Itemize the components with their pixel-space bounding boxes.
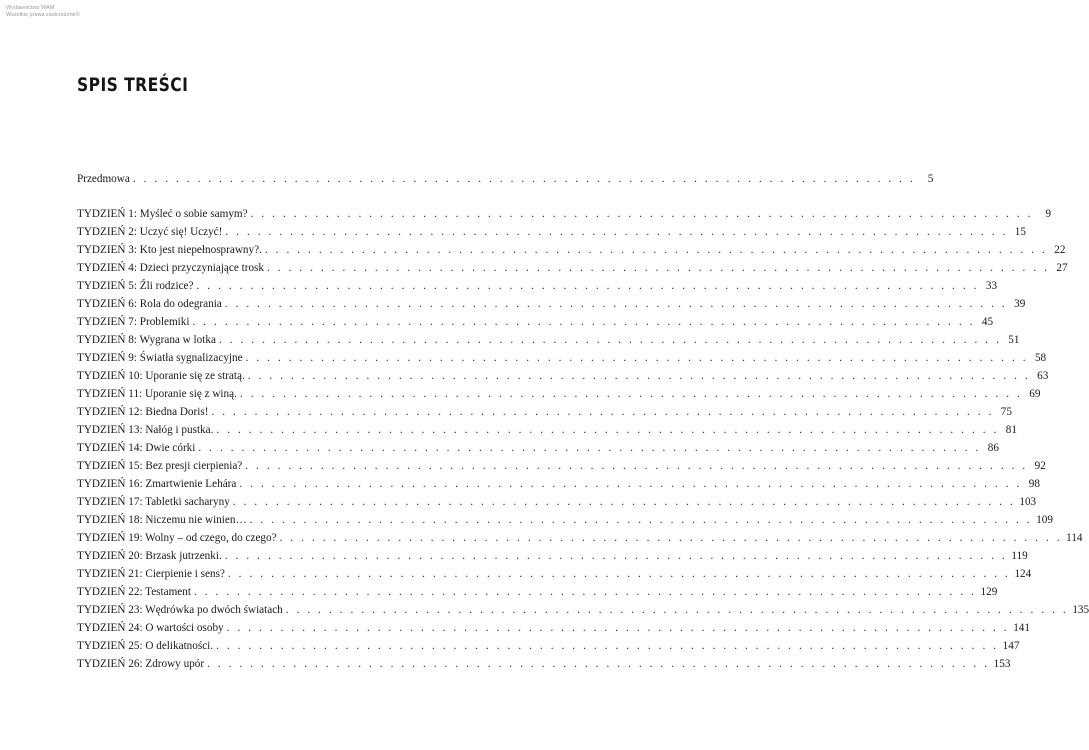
dot-leader: . . . . . . . . . . . . . . . . . . . . . . . . . . . . . . . . . . . . . . . . . . . . . . . . . . . . . . . . . . . . . . . . . . . . . . . . . (192, 316, 976, 328)
toc-entry-page-number: 15 (1014, 226, 1026, 238)
dot-leader: . . . . . . . . . . . . . . . . . . . . . . . . . . . . . . . . . . . . . . . . . . . . . . . . . . . . . . . . . . . . . . . . . . . . . . . . . (224, 550, 1008, 562)
toc-entry-label: TYDZIEŃ 25: O delikatności. (77, 640, 214, 652)
dot-leader: . . . . . . . . . . . . . . . . . . . . . . . . . . . . . . . . . . . . . . . . . . . . . . . . . . . . . . . . . . . . . . . . . . . . . . . . . (249, 514, 1033, 526)
toc-entry[interactable] (77, 619, 1030, 637)
dot-leader: . . . . . . . . . . . . . . . . . . . . . . . . . . . . . . . . . . . . . . . . . . . . . . . . . . . . . . . . . . . . . . . . . . . . . . . . . (193, 586, 977, 598)
page-title: SPIS TREŚCI (77, 74, 189, 96)
toc-entry[interactable] (77, 277, 998, 295)
toc-entry-page-number: 5 (927, 173, 934, 185)
dot-leader: . . . . . . . . . . . . . . . . . . . . . . . . . . . . . . . . . . . . . . . . . . . . . . . . . . . . . . . . . . . . . . . . . . . . . . . . . (226, 622, 1010, 634)
toc-entry[interactable] (77, 475, 1040, 493)
toc-entry-page-number: 147 (1002, 640, 1020, 652)
toc-chapter-list (77, 205, 1089, 673)
toc-entry[interactable] (77, 331, 1020, 349)
toc-entry[interactable] (77, 601, 1089, 619)
toc-entry-page-number: 39 (1014, 298, 1026, 310)
toc-entry-label: TYDZIEŃ 11: Uporanie się z winą. (77, 388, 237, 400)
toc-entry-label: TYDZIEŃ 21: Cierpienie i sens? (77, 568, 225, 580)
toc-entry[interactable] (77, 241, 1066, 259)
toc-entry-page-number: 22 (1054, 244, 1066, 256)
dot-leader: . . . . . . . . . . . . . . . . . . . . . . . . . . . . . . . . . . . . . . . . . . . . . . . . . . . . . . . . . . . . . . . . . . . . . . . . . (279, 532, 1063, 544)
toc-entry-label: TYDZIEŃ 20: Brzask jutrzenki. (77, 550, 222, 562)
toc-entry-label: TYDZIEŃ 15: Bez presji cierpienia? (77, 460, 243, 472)
toc-entry[interactable] (77, 547, 1028, 565)
toc-entry-page-number: 45 (981, 316, 994, 328)
toc-entry-page-number: 129 (980, 586, 998, 598)
table-of-contents (77, 170, 1089, 673)
toc-entry-label: TYDZIEŃ 23: Wędrówka po dwóch światach (77, 604, 283, 616)
toc-entry-label: TYDZIEŃ 10: Uporanie się ze stratą. (77, 370, 245, 382)
toc-entry-page-number: 9 (1045, 208, 1052, 220)
dot-leader: . . . . . . . . . . . . . . . . . . . . . . . . . . . . . . . . . . . . . . . . . . . . . . . . . . . . . . . . . . . . . . . . . . . . . . . . . (232, 496, 1016, 508)
toc-entry-label: TYDZIEŃ 4: Dzieci przyczyniające trosk (77, 262, 264, 274)
toc-entry-label: TYDZIEŃ 17: Tabletki sacharyny (77, 496, 230, 508)
toc-entry-page-number: 119 (1011, 550, 1028, 562)
dot-leader: . . . . . . . . . . . . . . . . . . . . . . . . . . . . . . . . . . . . . . . . . . . . . . . . . . . . . . . . . . . . . . . . . . . . . . . . . (245, 352, 1029, 364)
toc-entry-page-number: 124 (1014, 568, 1032, 580)
toc-entry-page-number: 63 (1037, 370, 1049, 382)
publisher-name: Wydawnictwo WAM (6, 5, 55, 11)
toc-entry-label: TYDZIEŃ 1: Myśleć o sobie samym? (77, 208, 248, 220)
dot-leader: . . . . . . . . . . . . . . . . . . . . . . . . . . . . . . . . . . . . . . . . . . . . . . . . . . . . . . . . . . . . . . . . . . . . . . . . . (247, 370, 1031, 382)
toc-entry[interactable] (77, 637, 1020, 655)
toc-entry-label: TYDZIEŃ 6: Rola do odegrania (77, 298, 222, 310)
toc-entry-label: TYDZIEŃ 9: Światła sygnalizacyjne (77, 352, 243, 364)
toc-entry[interactable] (77, 223, 1026, 241)
dot-leader: . . . . . . . . . . . . . . . . . . . . . . . . . . . . . . . . . . . . . . . . . . . . . . . . . . . . . . . . . . . . . . . . . . . . . . . . . (245, 460, 1028, 472)
toc-entry-page-number: 69 (1029, 388, 1041, 400)
toc-entry[interactable] (77, 511, 1053, 529)
toc-entry[interactable] (77, 367, 1049, 385)
rights-notice: Wszelkie prawa zastrzeżone© (6, 12, 80, 18)
dot-leader: . . . . . . . . . . . . . . . . . . . . . . . . . . . . . . . . . . . . . . . . . . . . . . . . . . . . . . . . . . . . . . . . . . . . . . . . . (207, 658, 990, 670)
toc-entry[interactable] (77, 313, 994, 331)
dot-leader: . . . . . . . . . . . . . . . . . . . . . . . . . . . . . . . . . . . . . . . . . . . . . . . . . . . . . . . . . . . . . . . . . . . . . . . . . (211, 406, 994, 418)
dot-leader: . . . . . . . . . . . . . . . . . . . . . . . . . . . . . . . . . . . . . . . . . . . . . . . . . . . . . . . . . . . . . . . . . . . . . . . . . (198, 442, 981, 454)
dot-leader: . . . . . . . . . . . . . . . . . . . . . . . . . . . . . . . . . . . . . . . . . . . . . . . . . . . . . . . . . . . . . . . . . . . . . . . . . (216, 640, 999, 652)
toc-entry-page-number: 81 (1005, 424, 1017, 436)
copyright-watermark (6, 5, 80, 19)
toc-entry[interactable] (77, 457, 1046, 475)
toc-entry-label: TYDZIEŃ 24: O wartości osoby (77, 622, 224, 634)
toc-entry-page-number: 86 (987, 442, 999, 454)
toc-entry-label: TYDZIEŃ 18: Niczemu nie winien… (77, 514, 247, 526)
toc-entry-label: Przedmowa (77, 173, 130, 185)
toc-entry[interactable] (77, 529, 1083, 547)
toc-entry[interactable] (77, 421, 1017, 439)
dot-leader: . . . . . . . . . . . . . . . . . . . . . . . . . . . . . . . . . . . . . . . . . . . . . . . . . . . . . . . . . . . . . . . . . . . . . . . . . (218, 334, 1002, 346)
toc-entry-page-number: 27 (1056, 262, 1068, 274)
toc-entry-page-number: 103 (1019, 496, 1037, 508)
toc-entry-page-number: 75 (1000, 406, 1012, 418)
toc-entry-label: TYDZIEŃ 26: Zdrowy upór (77, 658, 205, 670)
toc-entry-label: TYDZIEŃ 19: Wolny – od czego, do czego? (77, 532, 277, 544)
dot-leader: . . . . . . . . . . . . . . . . . . . . . . . . . . . . . . . . . . . . . . . . . . . . . . . . . . . . . . . . . . . . . . . . . . . . . . . . . (285, 604, 1069, 616)
toc-entry[interactable] (77, 349, 1047, 367)
toc-entry-page-number: 135 (1072, 604, 1089, 616)
toc-entry[interactable] (77, 295, 1026, 313)
toc-entry-label: TYDZIEŃ 8: Wygrana w lotka (77, 334, 216, 346)
toc-entry-label: TYDZIEŃ 2: Uczyć się! Uczyć! (77, 226, 223, 238)
toc-entry[interactable] (77, 205, 1052, 223)
toc-entry-page-number: 92 (1034, 460, 1046, 472)
toc-entry-page-number: 153 (993, 658, 1011, 670)
toc-entry[interactable] (77, 583, 998, 601)
toc-entry-label: TYDZIEŃ 7: Problemiki (77, 316, 190, 328)
dot-leader: . . . . . . . . . . . . . . . . . . . . . . . . . . . . . . . . . . . . . . . . . . . . . . . . . . . . . . . . . . . . . . . . . . . . . . . . . (196, 280, 980, 292)
toc-entry-preface[interactable] (77, 170, 934, 188)
dot-leader: . . . . . . . . . . . . . . . . . . . . . . . . . . . . . . . . . . . . . . . . . . . . . . . . . . . . . . . . . . . . . . . . . . . . . . . . . (239, 478, 1022, 490)
dot-leader: . . . . . . . . . . . . . . . . . . . . . . . . . . . . . . . . . . . . . . . . . . . . . . . . . . . . . . . . . . . . . . . . . . . . . . . . . (239, 388, 1023, 400)
toc-entry[interactable] (77, 259, 1068, 277)
dot-leader: . . . . . . . . . . . . . . . . . . . . . . . . . . . . . . . . . . . . . . . . . . . . . . . . . . . . . . . . . . . . . . . . . . . . . . . . . (227, 568, 1011, 580)
toc-entry[interactable] (77, 403, 1012, 421)
toc-entry-page-number: 109 (1036, 514, 1053, 526)
toc-entry-page-number: 141 (1013, 622, 1030, 634)
toc-entry[interactable] (77, 385, 1041, 403)
toc-entry-label: TYDZIEŃ 5: Źli rodzice? (77, 280, 194, 292)
dot-leader: . . . . . . . . . . . . . . . . . . . . . . . . . . . . . . . . . . . . . . . . . . . . . . . . . . . . . . . . . . . . . . . . . . . . . . . . . (267, 262, 1050, 274)
toc-entry-label: TYDZIEŃ 22: Testament (77, 586, 191, 598)
toc-entry[interactable] (77, 439, 999, 457)
dot-leader: . . . . . . . . . . . . . . . . . . . . . . . . . . . . . . . . . . . . . . . . . . . . . . . . . . . . . . . . . . . . . . . . . . . . . . . . . (264, 244, 1048, 256)
dot-leader: . . . . . . . . . . . . . . . . . . . . . . . . . . . . . . . . . . . . . . . . . . . . . . . . . . . . . . . . . . . . . . . . . . . . . . . . . (224, 298, 1008, 310)
toc-entry-page-number: 98 (1028, 478, 1040, 490)
toc-entry-page-number: 33 (985, 280, 998, 292)
dot-leader: . . . . . . . . . . . . . . . . . . . . . . . . . . . . . . . . . . . . . . . . . . . . . . . . . . . . . . . . . . . . . . . . . . . . . . . . . (132, 173, 916, 185)
toc-entry[interactable] (77, 565, 1032, 583)
toc-entry-label: TYDZIEŃ 14: Dwie córki (77, 442, 196, 454)
toc-entry-label: TYDZIEŃ 12: Biedna Doris! (77, 406, 209, 418)
toc-entry-label: TYDZIEŃ 3: Kto jest niepełnosprawny?. (77, 244, 262, 256)
toc-entry[interactable] (77, 493, 1037, 511)
toc-entry-label: TYDZIEŃ 16: Zmartwienie Lehára (77, 478, 237, 490)
toc-entry-page-number: 51 (1008, 334, 1020, 346)
toc-entry[interactable] (77, 655, 1011, 673)
toc-entry-page-number: 114 (1066, 532, 1083, 544)
toc-entry-label: TYDZIEŃ 13: Nałóg i pustka. (77, 424, 214, 436)
dot-leader: . . . . . . . . . . . . . . . . . . . . . . . . . . . . . . . . . . . . . . . . . . . . . . . . . . . . . . . . . . . . . . . . . . . . . . . . . (216, 424, 999, 436)
dot-leader: . . . . . . . . . . . . . . . . . . . . . . . . . . . . . . . . . . . . . . . . . . . . . . . . . . . . . . . . . . . . . . . . . . . . . . . . . (250, 208, 1034, 220)
toc-entry-page-number: 58 (1034, 352, 1047, 364)
dot-leader: . . . . . . . . . . . . . . . . . . . . . . . . . . . . . . . . . . . . . . . . . . . . . . . . . . . . . . . . . . . . . . . . . . . . . . . . . (225, 226, 1008, 238)
